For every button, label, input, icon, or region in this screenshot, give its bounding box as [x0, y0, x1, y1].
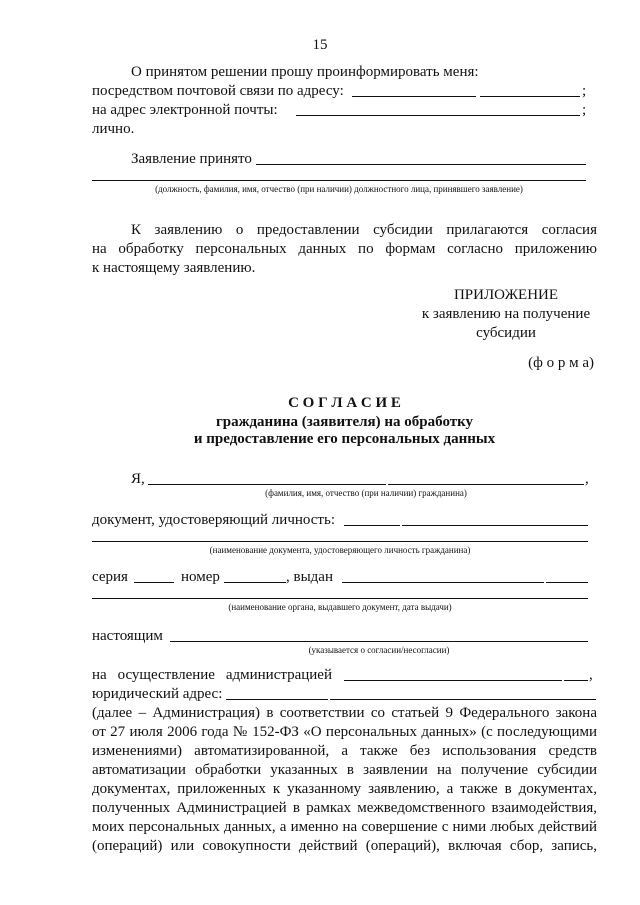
- series-label: серия: [92, 569, 128, 585]
- legal-address-field-2[interactable]: [330, 699, 596, 700]
- legal-address-field-1[interactable]: [226, 699, 328, 700]
- appendix-line-1: к заявлению на получение: [421, 306, 591, 322]
- body-line-5: документах, приложенных к указанному заявлению, а также в документах,: [92, 781, 597, 797]
- attach-line-2: на обработку персональных данных по формам согласно приложению: [92, 241, 597, 257]
- full-name-field-2[interactable]: [388, 484, 584, 485]
- series-field[interactable]: [134, 582, 174, 583]
- consent-title: С О Г Л А С И Е: [288, 395, 401, 411]
- body-line-3: изменениями) автоматизированной, а также без использования средств: [92, 743, 597, 759]
- document-line-2: [92, 541, 588, 542]
- post-address-field-2[interactable]: [480, 96, 580, 97]
- document-hint: (наименование документа, удостоверяющего личность гражданина): [209, 545, 471, 555]
- form-label: (ф о р м а): [528, 355, 594, 371]
- body-line-7: моих персональных данных, а именно на совершение с ними любых действий: [92, 819, 597, 835]
- body-line-4: автоматизации обработки указанных в заявлении на получение субсидии: [92, 762, 597, 778]
- hereby-field[interactable]: [170, 641, 588, 642]
- hereby-hint: (указывается о согласии/несогласии): [308, 645, 450, 655]
- hereby-label: настоящим: [92, 628, 163, 644]
- i-label: Я,: [131, 471, 145, 487]
- legal-address-label: юридический адрес:: [92, 686, 223, 702]
- admin-field-2[interactable]: [564, 680, 588, 681]
- notify-email-label: на адрес электронной почты:: [92, 102, 278, 118]
- admin-field-1[interactable]: [344, 680, 562, 681]
- post-address-field-1[interactable]: [352, 96, 476, 97]
- number-label: номер: [181, 569, 220, 585]
- body-line-1: (далее – Администрация) в соответствии со статьей 9 Федерального закона: [92, 705, 597, 721]
- email-field[interactable]: [296, 115, 580, 116]
- document-field-2[interactable]: [402, 525, 588, 526]
- notify-personal: лично.: [92, 121, 135, 137]
- admin-label: на осуществление администрацией: [92, 667, 332, 683]
- attach-line-1: К заявлению о предоставлении субсидии прилагаются согласия: [131, 222, 597, 238]
- accepted-field[interactable]: [256, 164, 586, 165]
- accepted-hint: (должность, фамилия, имя, отчество (при наличии) должностного лица, принявшего заявление): [155, 184, 523, 194]
- issued-field-1[interactable]: [342, 582, 544, 583]
- notify-post-end: ;: [582, 83, 587, 99]
- notify-intro: О принятом решении прошу проинформировать меня:: [131, 64, 479, 80]
- accepted-line-2: [92, 180, 586, 181]
- issued-line-2: [92, 598, 588, 599]
- notify-post-label: посредством почтовой связи по адресу:: [92, 83, 344, 99]
- body-line-6: полученных Администрацией в рамках межведомственного взаимодействия,: [92, 800, 597, 816]
- admin-end: ,: [589, 667, 593, 683]
- accepted-label: Заявление принято: [131, 151, 252, 167]
- notify-email-end: ;: [582, 102, 587, 118]
- issued-hint: (наименование органа, выдавшего документ, дата выдачи): [228, 602, 452, 612]
- issued-field-2[interactable]: [546, 582, 588, 583]
- body-line-8: (операций) или совокупности действий (операций), включая сбор, запись,: [92, 838, 597, 854]
- full-name-hint: (фамилия, имя, отчество (при наличии) гражданина): [265, 488, 467, 498]
- page-number: 15: [312, 37, 328, 53]
- full-name-field-1[interactable]: [148, 484, 386, 485]
- issued-label: , выдан: [286, 569, 333, 585]
- attach-line-3: к настоящему заявлению.: [92, 260, 256, 276]
- number-field[interactable]: [224, 582, 286, 583]
- appendix-line-2: субсидии: [476, 325, 536, 341]
- appendix-title: ПРИЛОЖЕНИЕ: [453, 287, 559, 303]
- body-line-2: от 27 июля 2006 года № 152-ФЗ «О персональных данных» (с последующими: [92, 724, 597, 740]
- consent-subtitle-1: гражданина (заявителя) на обработку: [215, 414, 474, 430]
- consent-subtitle-2: и предоставление его персональных данных: [193, 431, 496, 447]
- document-field-1[interactable]: [344, 525, 400, 526]
- document-label: документ, удостоверяющий личность:: [92, 512, 335, 528]
- i-end: ,: [585, 471, 589, 487]
